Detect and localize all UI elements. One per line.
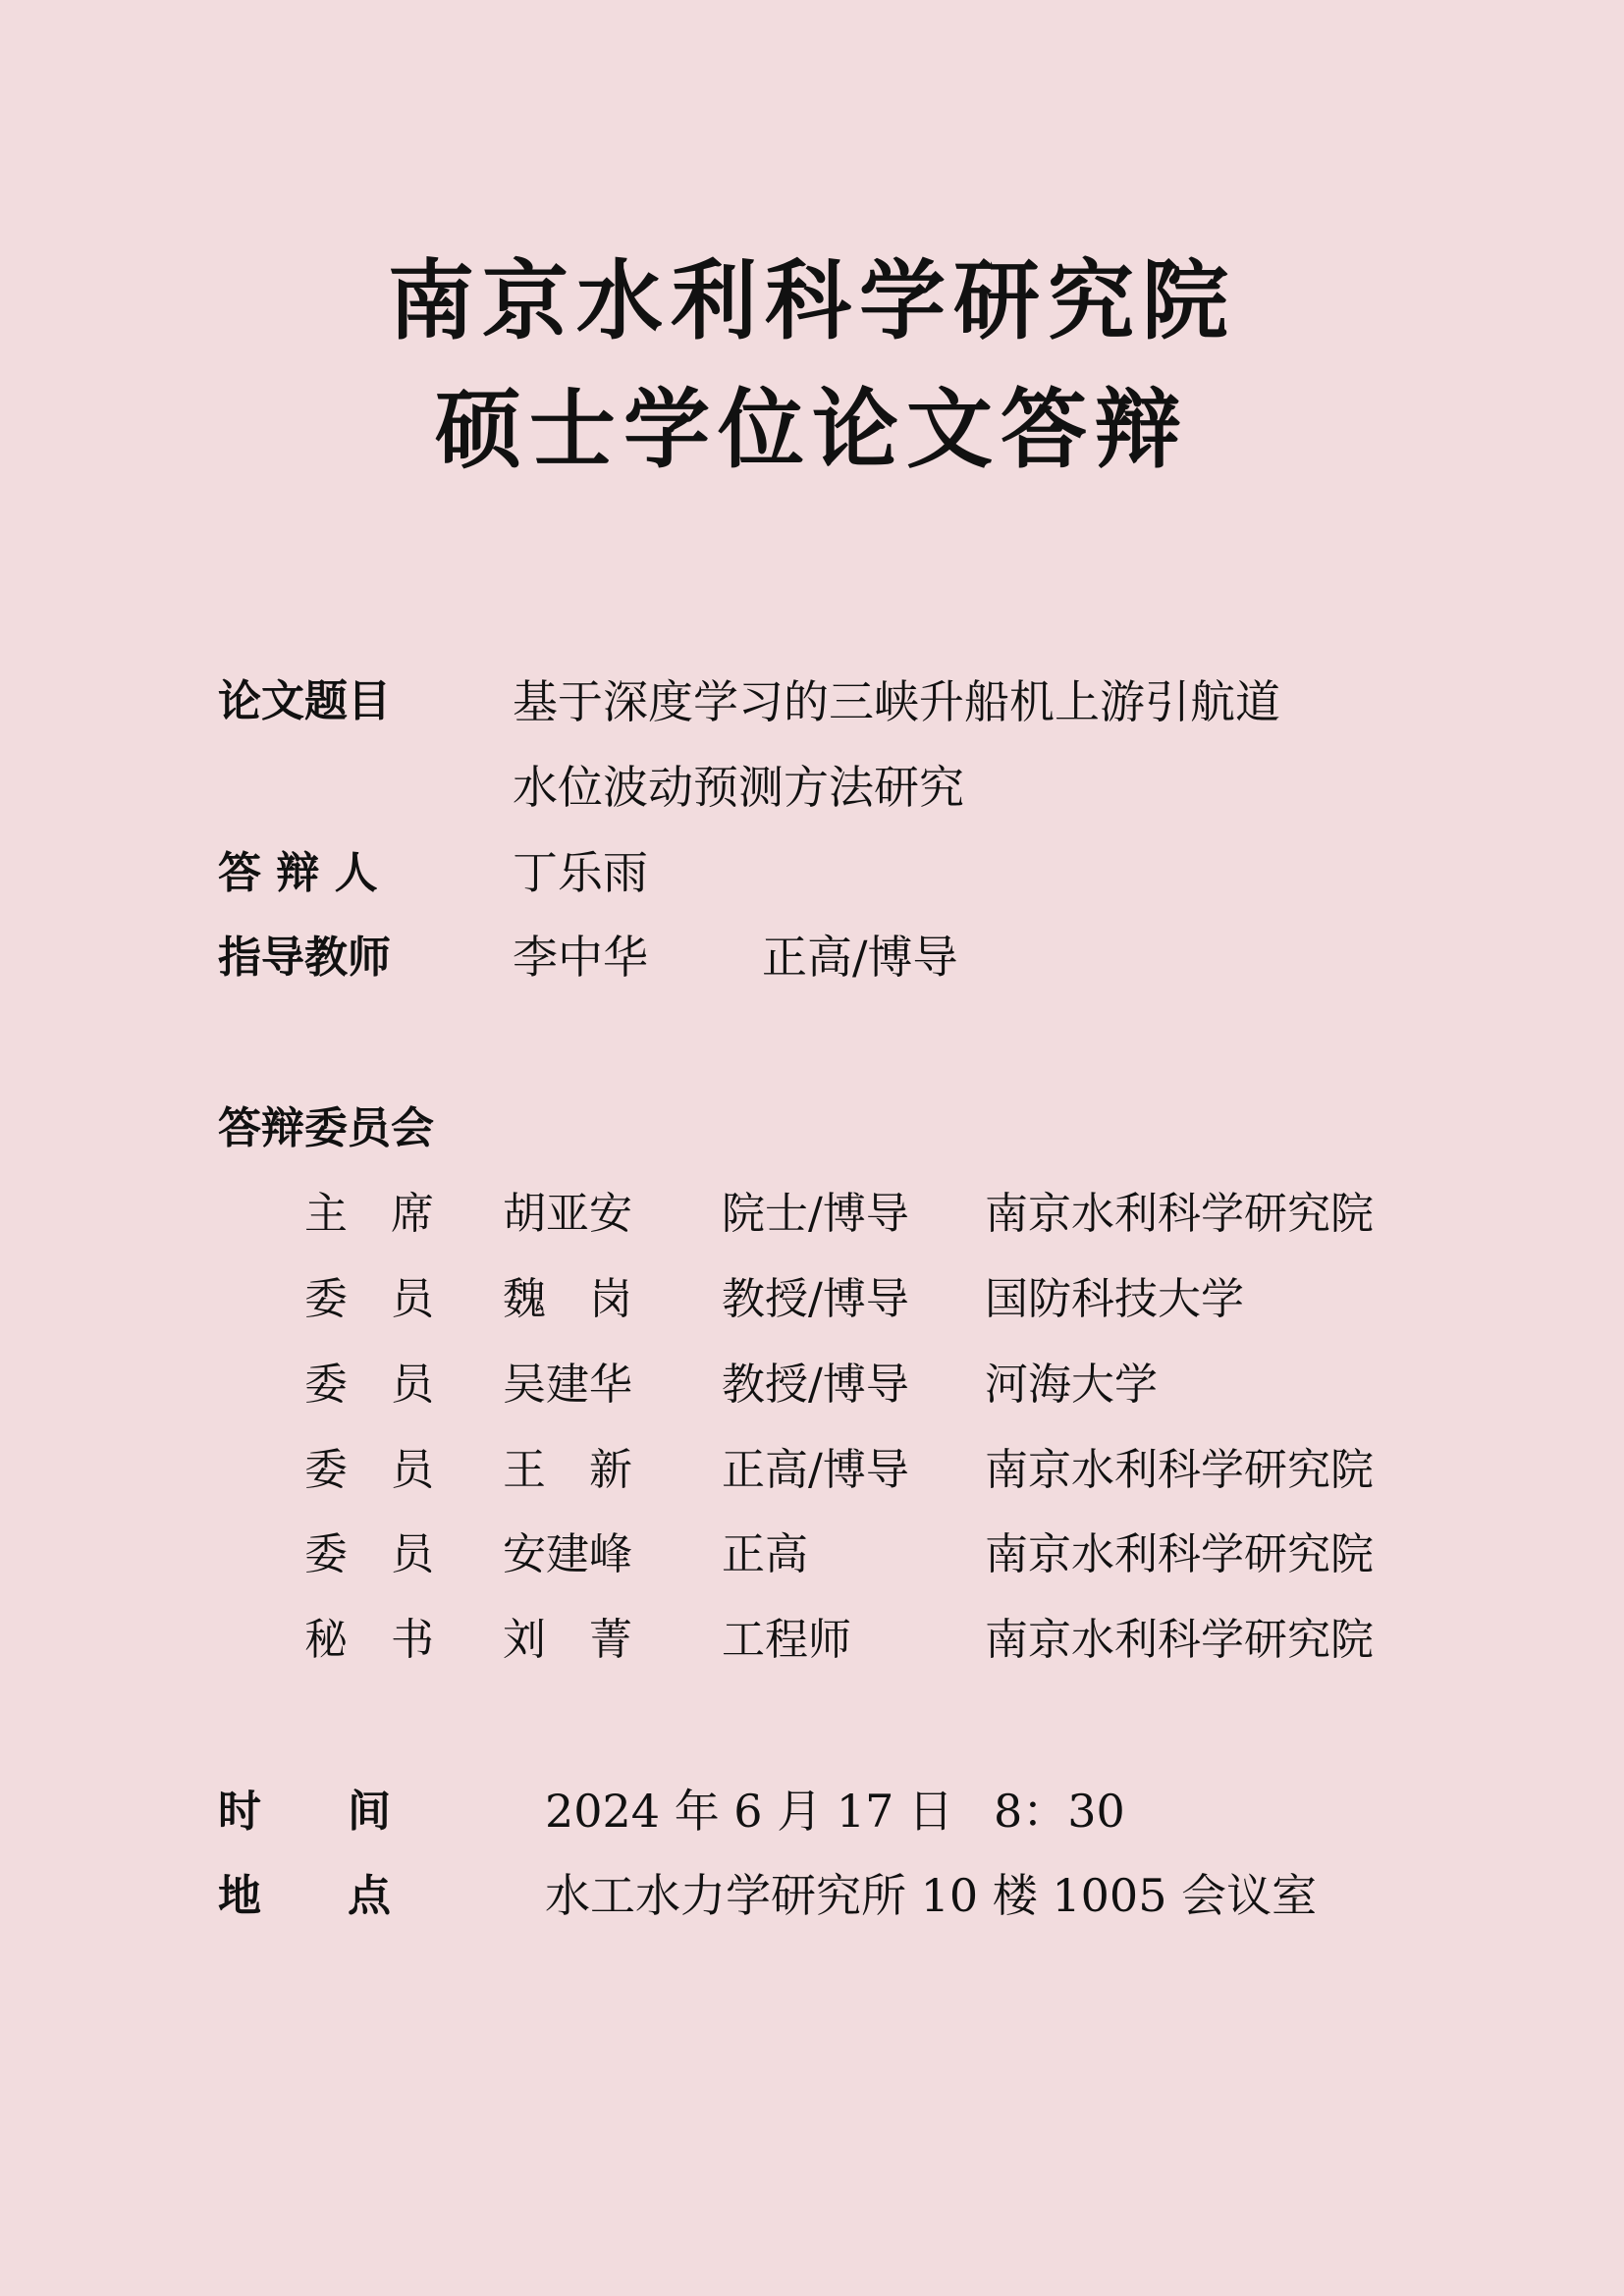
committee-member-role: 委 员 (304, 1529, 434, 1579)
committee-member-title: 教授/博导 (722, 1360, 909, 1410)
thesis-title-line-1: 基于深度学习的三峡升船机上游引航道 (513, 675, 1280, 728)
defense-title: 硕士学位论文答辩 (434, 378, 1189, 480)
committee-member-org: 南京水利科学研究院 (985, 1615, 1374, 1665)
committee-member-title: 教授/博导 (722, 1274, 909, 1324)
committee-member-name: 王 新 (503, 1445, 632, 1495)
committee-member-org: 南京水利科学研究院 (985, 1529, 1374, 1579)
committee-member-role: 主 席 (304, 1189, 434, 1239)
committee-member-role: 委 员 (304, 1445, 434, 1495)
committee-member-org: 南京水利科学研究院 (985, 1445, 1374, 1495)
thesis-title-line-2: 水位波动预测方法研究 (513, 761, 964, 814)
advisor-name: 李中华 (513, 931, 648, 984)
defender-name: 丁乐雨 (513, 846, 648, 899)
defense-location: 水工水力学研究所 10 楼 1005 会议室 (545, 1869, 1318, 1922)
committee-member-title: 工程师 (722, 1615, 851, 1665)
committee-member-org: 南京水利科学研究院 (985, 1189, 1374, 1239)
institute-title: 南京水利科学研究院 (387, 249, 1236, 351)
defense-time: 8：30 (994, 1785, 1125, 1838)
advisor-label: 指导教师 (218, 933, 391, 983)
committee-member-name: 吴建华 (503, 1360, 632, 1410)
committee-member-role: 委 员 (304, 1274, 434, 1324)
advisor-title: 正高/博导 (762, 931, 958, 984)
place-label: 地 点 (218, 1871, 391, 1921)
committee-member-org: 国防科技大学 (985, 1274, 1244, 1324)
committee-member-role: 委 员 (304, 1360, 434, 1410)
committee-member-title: 正高/博导 (722, 1445, 909, 1495)
committee-label: 答辩委员会 (218, 1103, 434, 1153)
committee-member-role: 秘 书 (304, 1615, 434, 1665)
committee-member-name: 胡亚安 (503, 1189, 632, 1239)
thesis-title-label: 论文题目 (218, 676, 391, 726)
committee-member-name: 安建峰 (503, 1529, 632, 1579)
committee-member-title: 正高 (722, 1529, 808, 1579)
committee-member-org: 河海大学 (985, 1360, 1158, 1410)
defense-date: 2024 年 6 月 17 日 (545, 1785, 953, 1838)
committee-member-name: 刘 菁 (503, 1615, 632, 1665)
committee-member-name: 魏 岗 (503, 1274, 632, 1324)
committee-member-title: 院士/博导 (722, 1189, 909, 1239)
time-label: 时 间 (218, 1787, 391, 1837)
defender-label: 答 辩 人 (218, 848, 378, 898)
